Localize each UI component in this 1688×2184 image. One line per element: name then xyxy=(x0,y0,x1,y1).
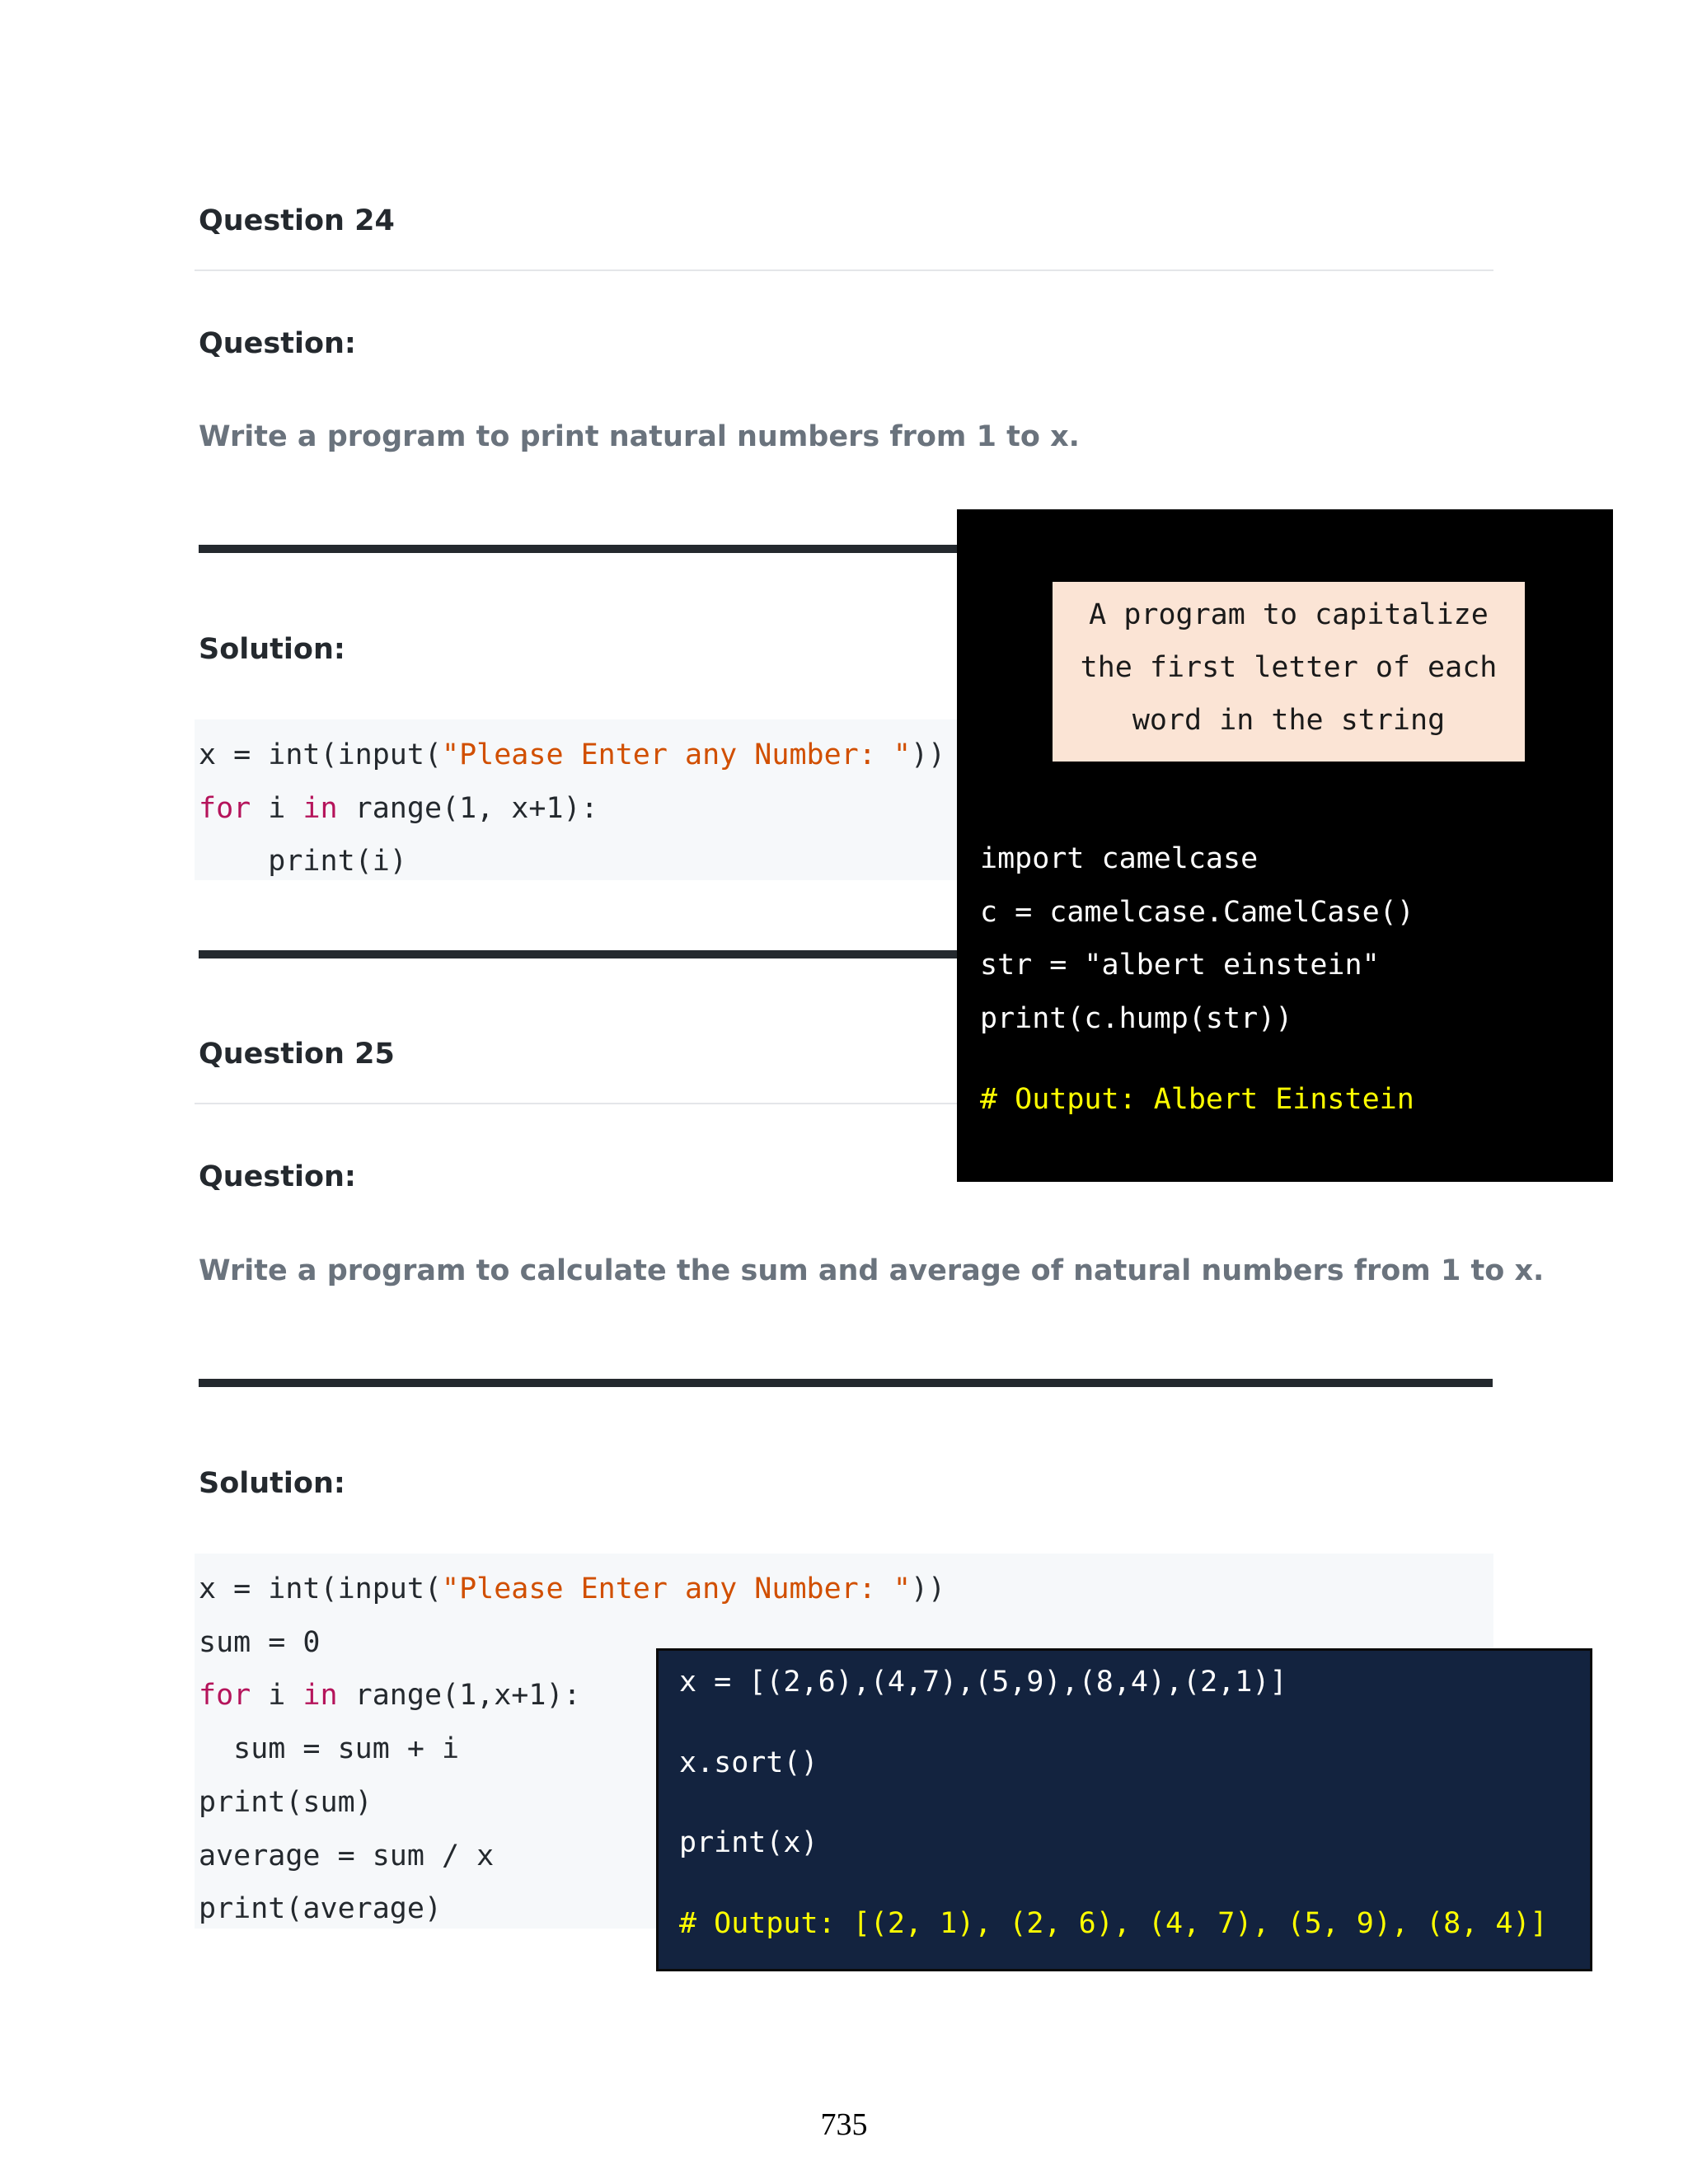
panel-code-line: c = camelcase.CamelCase() xyxy=(980,896,1414,929)
code-line: sum = sum + i xyxy=(199,1732,460,1765)
panel-code-line: x.sort() xyxy=(679,1746,818,1779)
tuple-sort-example-panel xyxy=(656,1648,1592,1971)
page-number: 735 xyxy=(820,2107,868,2142)
camelcase-example-panel xyxy=(957,509,1613,1182)
question-24-question-label: Question: xyxy=(199,327,356,360)
question-25-question-text: Write a program to calculate the sum and average of natural numbers from 1 to x. xyxy=(199,1254,1545,1287)
code-line: average = sum / x xyxy=(199,1840,495,1872)
question-25-solution-label: Solution: xyxy=(199,1467,345,1500)
note-line: A program to capitalize xyxy=(1089,598,1489,631)
note-line: word in the string xyxy=(1132,704,1446,737)
panel-code-line: print(x) xyxy=(679,1826,818,1859)
question-24-question-text: Write a program to print natural numbers from 1 to x. xyxy=(199,420,1080,453)
code-line: print(average) xyxy=(199,1892,443,1925)
question-24-solution-label: Solution: xyxy=(199,633,345,666)
panel-code-line: str = "albert einstein" xyxy=(980,949,1380,982)
code-line: sum = 0 xyxy=(199,1626,321,1659)
panel-output-comment: # Output: [(2, 1), (2, 6), (4, 7), (5, 9), (8, 4)] xyxy=(679,1907,1548,1940)
question-25-top-rule xyxy=(199,1379,1493,1387)
panel-code-line: x = [(2,6),(4,7),(5,9),(8,4),(2,1)] xyxy=(679,1666,1287,1699)
code-line: x = int(input("Please Enter any Number: ")) xyxy=(199,738,946,771)
question-24-title: Question 24 xyxy=(199,204,395,237)
panel-code-line: print(c.hump(str)) xyxy=(980,1002,1293,1035)
panel-code-line: import camelcase xyxy=(980,842,1259,875)
question-24-title-divider xyxy=(195,269,1493,271)
note-line: the first letter of each xyxy=(1080,651,1498,684)
code-line: x = int(input("Please Enter any Number: ")) xyxy=(199,1572,946,1605)
code-line: print(i) xyxy=(199,845,407,878)
panel-output-comment: # Output: Albert Einstein xyxy=(980,1083,1414,1116)
question-25-title: Question 25 xyxy=(199,1038,395,1071)
code-line: for i in range(1,x+1): xyxy=(199,1679,581,1712)
question-25-question-label: Question: xyxy=(199,1160,356,1193)
code-line: for i in range(1, x+1): xyxy=(199,792,598,825)
code-line: print(sum) xyxy=(199,1786,373,1819)
camelcase-note-box xyxy=(1053,582,1525,762)
